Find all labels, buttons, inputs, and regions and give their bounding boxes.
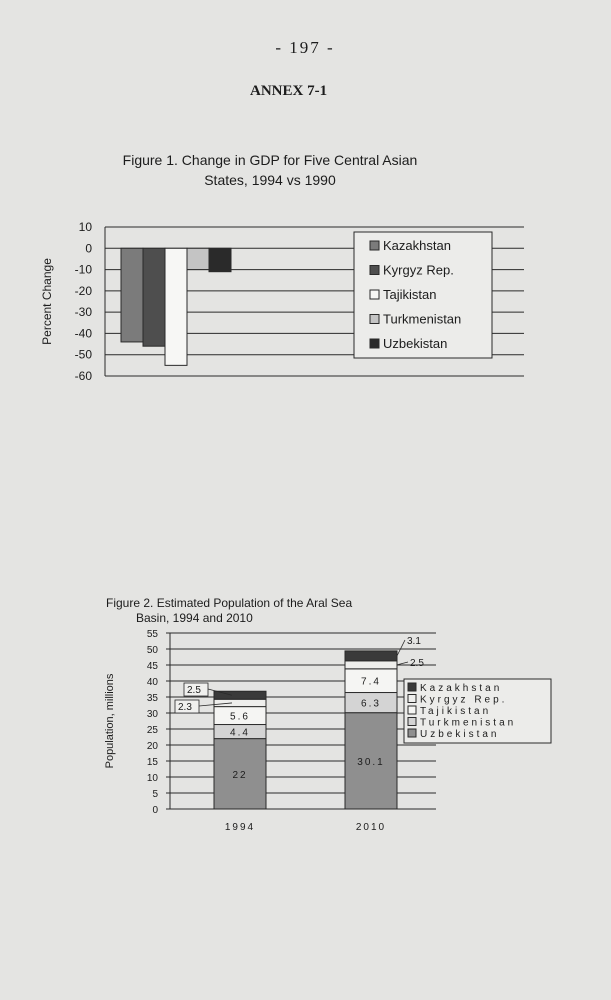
segment-kazakhstan [345,651,397,661]
data-label: 2.5 [187,685,201,696]
y-tick-label: 10 [78,220,92,234]
y-tick-label: 40 [146,677,158,688]
y-axis-label: Population, millions [104,673,116,769]
legend-label: Tajikistan [383,287,437,302]
x-tick-label: 1994 [224,822,256,833]
callout-line [397,640,405,656]
y-tick-label: 30 [146,709,158,720]
y-tick-label: -50 [74,347,92,362]
x-tick-label: 2010 [355,822,387,833]
y-tick-label: -30 [74,305,92,320]
legend-label: Turkmenistan [420,717,517,729]
y-tick-label: 45 [146,661,158,672]
annex-heading: ANNEX 7-1 [250,83,328,99]
callout-line [397,662,408,665]
legend-swatch [408,695,416,703]
y-tick-label: 0 [85,241,92,256]
y-tick-label: 5 [152,789,158,800]
y-tick-label: 0 [152,805,158,816]
data-label: 2.3 [178,702,192,713]
y-tick-label: -60 [74,369,92,383]
legend-swatch [408,706,416,714]
data-label: 30.1 [357,756,385,768]
legend-swatch [408,683,416,691]
y-tick-label: 25 [146,725,158,736]
legend-label: Uzbekistan [420,729,500,740]
segment-kyrgyz-rep- [345,661,397,669]
data-label: 4.4 [230,727,250,739]
data-label: 7.4 [361,676,381,688]
data-label: 2.5 [410,658,424,669]
y-axis-label: Percent Change [40,258,54,345]
legend-label: Uzbekistan [383,336,448,351]
data-label: 5.6 [230,711,250,723]
page-number: - 197 - [275,38,335,57]
y-tick-label: 50 [146,645,158,656]
legend-label: Kyrgyz Rep. [383,262,454,278]
data-label: 22 [232,769,248,781]
legend-label: Kazakhstan [383,238,451,253]
figure-1-title-line2: States, 1994 vs 1990 [204,172,336,188]
y-tick-label: 10 [146,773,158,784]
segment-kyrgyz-rep- [214,699,266,706]
y-tick-label: -40 [74,326,92,341]
y-tick-label: 35 [146,693,158,704]
legend-swatch [408,718,416,726]
data-label: 3.1 [407,636,421,647]
figure-1-title-line1: Figure 1. Change in GDP for Five Central Asian [122,152,418,168]
y-tick-label: 55 [146,629,158,640]
figure-2-title-line1: Figure 2. Estimated Population of the Aral Sea [106,596,353,610]
figure-2-title-line2: Basin, 1994 and 2010 [136,611,253,625]
y-tick-label: 20 [146,741,158,752]
y-tick-label: -20 [74,283,92,298]
y-tick-label: -10 [74,262,92,277]
legend-swatch [408,729,416,737]
y-tick-label: 15 [146,757,158,768]
legend-label: Turkmenistan [383,311,462,327]
legend-label: Kazakhstan [420,683,503,694]
legend-label: Tajikistan [420,706,492,717]
legend-label: Kyrgyz Rep. [420,694,508,706]
data-label: 6.3 [361,698,381,710]
